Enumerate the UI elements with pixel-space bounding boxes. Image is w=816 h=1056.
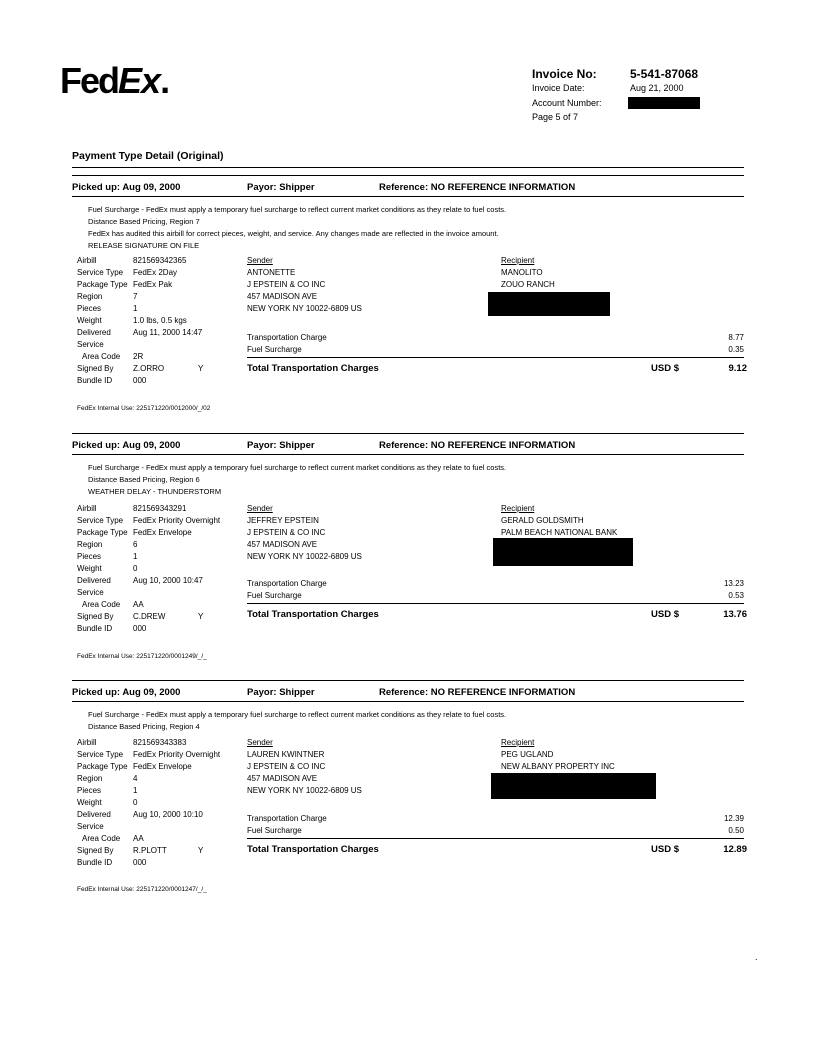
service-label: Service	[77, 340, 104, 349]
area-code-value: 2R	[133, 352, 144, 361]
recipient-line: MANOLITO	[501, 268, 543, 277]
recipient-label: Recipient	[501, 504, 535, 513]
account-number-label: Account Number:	[532, 98, 602, 108]
package-type-label: Package Type	[77, 762, 128, 771]
reference: Reference: NO REFERENCE INFORMATION	[379, 687, 576, 698]
recipient-line: NEW ALBANY PROPERTY INC	[501, 762, 615, 771]
weight-label: Weight	[77, 316, 102, 325]
fuel-surcharge-label: Fuel Surcharge	[247, 591, 302, 600]
fuel-surcharge-value: 0.50	[728, 826, 744, 835]
total-value: 13.76	[723, 609, 747, 620]
service-type-value: FedEx 2Day	[133, 268, 178, 277]
picked-up: Picked up: Aug 09, 2000	[72, 182, 181, 193]
recipient-line: GERALD GOLDSMITH	[501, 516, 584, 525]
invoice-date-label: Invoice Date:	[532, 83, 585, 93]
sender-line: NEW YORK NY 10022-6809 US	[247, 552, 362, 561]
area-code-label: Area Code	[82, 600, 121, 609]
transportation-charge-value: 12.39	[723, 814, 744, 823]
service-label: Service	[77, 588, 104, 597]
bundle-id-value: 000	[133, 376, 147, 385]
fuel-surcharge-label: Fuel Surcharge	[247, 826, 302, 835]
footer-mark: .	[755, 952, 758, 962]
invoice-no: 5-541-87068	[630, 67, 699, 81]
recipient-line: ZOUO RANCH	[501, 280, 555, 289]
transportation-charge-label: Transportation Charge	[247, 333, 327, 342]
signed-by-label: Signed By	[77, 846, 114, 855]
transportation-charge-value: 13.23	[723, 579, 744, 588]
shipment-header-rule	[72, 454, 744, 455]
region-value: 7	[133, 292, 138, 301]
pieces-value: 1	[133, 552, 138, 561]
recipient-address-redaction	[491, 773, 656, 799]
package-type-label: Package Type	[77, 528, 128, 537]
delivered-label: Delivered	[77, 810, 111, 819]
signed-flag: Y	[198, 612, 204, 621]
weight-value: 1.0 lbs, 0.5 kgs	[133, 316, 187, 325]
recipient-label: Recipient	[501, 256, 535, 265]
section-title: Payment Type Detail (Original)	[72, 150, 224, 162]
recipient-address-redaction	[493, 538, 633, 566]
package-type-value: FedEx Envelope	[133, 528, 192, 537]
note-line: Fuel Surcharge - FedEx must apply a temporary fuel surcharge to reflect current market conditions as they relate to fuel costs.	[88, 205, 507, 214]
pieces-label: Pieces	[77, 552, 102, 561]
note-line: Fuel Surcharge - FedEx must apply a temporary fuel surcharge to reflect current market conditions as they relate to fuel costs.	[88, 710, 507, 719]
service-type-label: Service Type	[77, 750, 124, 759]
signed-by-value: R.PLOTT	[133, 846, 167, 855]
service-type-label: Service Type	[77, 516, 124, 525]
recipient-line: PEG UGLAND	[501, 750, 554, 759]
invoice-no-label: Invoice No:	[532, 67, 597, 81]
picked-up: Picked up: Aug 09, 2000	[72, 687, 181, 698]
service-type-label: Service Type	[77, 268, 124, 277]
bundle-id-value: 000	[133, 624, 147, 633]
sender-line: JEFFREY EPSTEIN	[247, 516, 319, 525]
shipment-block-2	[0, 440, 816, 680]
note-line: Distance Based Pricing, Region 7	[88, 217, 200, 226]
fuel-surcharge-label: Fuel Surcharge	[247, 345, 302, 354]
total-label: Total Transportation Charges	[247, 363, 379, 374]
total-label: Total Transportation Charges	[247, 609, 379, 620]
airbill-label: Airbill	[77, 504, 97, 513]
account-number-redaction	[628, 97, 700, 109]
airbill-value: 821569343291	[133, 504, 187, 513]
area-code-label: Area Code	[82, 834, 121, 843]
delivered-value: Aug 11, 2000 14:47	[133, 328, 203, 337]
sender-line: LAUREN KWINTNER	[247, 750, 325, 759]
area-code-label: Area Code	[82, 352, 121, 361]
service-type-value: FedEx Priority Overnight	[133, 750, 221, 759]
sender-label: Sender	[247, 504, 273, 513]
delivered-value: Aug 10, 2000 10:47	[133, 576, 203, 585]
weight-label: Weight	[77, 564, 102, 573]
area-code-value: AA	[133, 834, 144, 843]
total-rule	[247, 357, 744, 358]
internal-use: FedEx Internal Use: 225171220/0001247/_/_	[77, 886, 207, 893]
pieces-label: Pieces	[77, 786, 102, 795]
note-line: Fuel Surcharge - FedEx must apply a temporary fuel surcharge to reflect current market conditions as they relate to fuel costs.	[88, 463, 507, 472]
airbill-label: Airbill	[77, 256, 97, 265]
airbill-value: 821569342365	[133, 256, 187, 265]
page-number: Page 5 of 7	[532, 112, 579, 122]
shipment-block-3	[0, 687, 816, 927]
sender-line: J EPSTEIN & CO INC	[247, 528, 326, 537]
sender-line: ANTONETTE	[247, 268, 296, 277]
pieces-label: Pieces	[77, 304, 102, 313]
currency-label: USD $	[651, 363, 679, 374]
sender-line: 457 MADISON AVE	[247, 774, 318, 783]
sender-line: NEW YORK NY 10022-6809 US	[247, 304, 362, 313]
note-line: Distance Based Pricing, Region 6	[88, 475, 200, 484]
transportation-charge-value: 8.77	[728, 333, 744, 342]
reference: Reference: NO REFERENCE INFORMATION	[379, 440, 576, 451]
fuel-surcharge-value: 0.53	[728, 591, 744, 600]
internal-use: FedEx Internal Use: 225171220/0001249/_/_	[77, 653, 207, 660]
note-line: WEATHER DELAY - THUNDERSTORM	[88, 487, 222, 496]
weight-label: Weight	[77, 798, 102, 807]
note-line: RELEASE SIGNATURE ON FILE	[88, 241, 200, 250]
region-label: Region	[77, 292, 103, 301]
bundle-id-label: Bundle ID	[77, 376, 113, 385]
currency-label: USD $	[651, 609, 679, 620]
package-type-value: FedEx Pak	[133, 280, 173, 289]
signed-flag: Y	[198, 364, 204, 373]
fedex-logo	[60, 60, 168, 102]
bundle-id-value: 000	[133, 858, 147, 867]
total-rule	[247, 603, 744, 604]
total-value: 9.12	[728, 363, 747, 374]
service-type-value: FedEx Priority Overnight	[133, 516, 221, 525]
bundle-id-label: Bundle ID	[77, 624, 113, 633]
transportation-charge-label: Transportation Charge	[247, 814, 327, 823]
total-value: 12.89	[723, 844, 747, 855]
logo-ex-text: Ex	[118, 60, 161, 101]
recipient-label: Recipient	[501, 738, 535, 747]
pieces-value: 1	[133, 786, 138, 795]
sender-line: J EPSTEIN & CO INC	[247, 280, 326, 289]
signed-by-label: Signed By	[77, 612, 114, 621]
reference: Reference: NO REFERENCE INFORMATION	[379, 182, 576, 193]
region-label: Region	[77, 774, 103, 783]
sender-label: Sender	[247, 738, 273, 747]
payor: Payor: Shipper	[247, 440, 315, 451]
region-value: 4	[133, 774, 138, 783]
recipient-address-redaction	[488, 292, 610, 316]
delivered-label: Delivered	[77, 576, 111, 585]
internal-use: FedEx Internal Use: 225171220/0012000/_/02	[77, 405, 211, 412]
pieces-value: 1	[133, 304, 138, 313]
logo-fed-text: Fed	[60, 60, 119, 101]
signed-by-value: Z.ORRO	[133, 364, 165, 373]
area-code-value: AA	[133, 600, 144, 609]
sender-line: NEW YORK NY 10022-6809 US	[247, 786, 362, 795]
sender-line: J EPSTEIN & CO INC	[247, 762, 326, 771]
shipment-rule-top	[72, 175, 744, 176]
weight-value: 0	[133, 798, 138, 807]
total-label: Total Transportation Charges	[247, 844, 379, 855]
section-rule-top	[72, 167, 744, 168]
payor: Payor: Shipper	[247, 182, 315, 193]
signed-flag: Y	[198, 846, 204, 855]
package-type-label: Package Type	[77, 280, 128, 289]
invoice-date: Aug 21, 2000	[630, 83, 684, 93]
sender-line: 457 MADISON AVE	[247, 540, 318, 549]
shipment-rule-top	[72, 680, 744, 681]
service-label: Service	[77, 822, 104, 831]
airbill-value: 821569343383	[133, 738, 187, 747]
payor: Payor: Shipper	[247, 687, 315, 698]
airbill-label: Airbill	[77, 738, 97, 747]
signed-by-value: C.DREW	[133, 612, 166, 621]
logo-dot-text: .	[160, 60, 169, 101]
total-rule	[247, 838, 744, 839]
picked-up: Picked up: Aug 09, 2000	[72, 440, 181, 451]
delivered-value: Aug 10, 2000 10:10	[133, 810, 203, 819]
transportation-charge-label: Transportation Charge	[247, 579, 327, 588]
fuel-surcharge-value: 0.35	[728, 345, 744, 354]
package-type-value: FedEx Envelope	[133, 762, 192, 771]
sender-label: Sender	[247, 256, 273, 265]
signed-by-label: Signed By	[77, 364, 114, 373]
region-label: Region	[77, 540, 103, 549]
currency-label: USD $	[651, 844, 679, 855]
shipment-rule-top	[72, 433, 744, 434]
region-value: 6	[133, 540, 138, 549]
shipment-header-rule	[72, 701, 744, 702]
recipient-line: PALM BEACH NATIONAL BANK	[501, 528, 618, 537]
note-line: Distance Based Pricing, Region 4	[88, 722, 200, 731]
note-line: FedEx has audited this airbill for correct pieces, weight, and service. Any changes made are reflected in the invoice amount.	[88, 229, 499, 238]
sender-line: 457 MADISON AVE	[247, 292, 318, 301]
bundle-id-label: Bundle ID	[77, 858, 113, 867]
shipment-header-rule	[72, 196, 744, 197]
shipment-block-1	[0, 182, 816, 422]
delivered-label: Delivered	[77, 328, 111, 337]
weight-value: 0	[133, 564, 138, 573]
